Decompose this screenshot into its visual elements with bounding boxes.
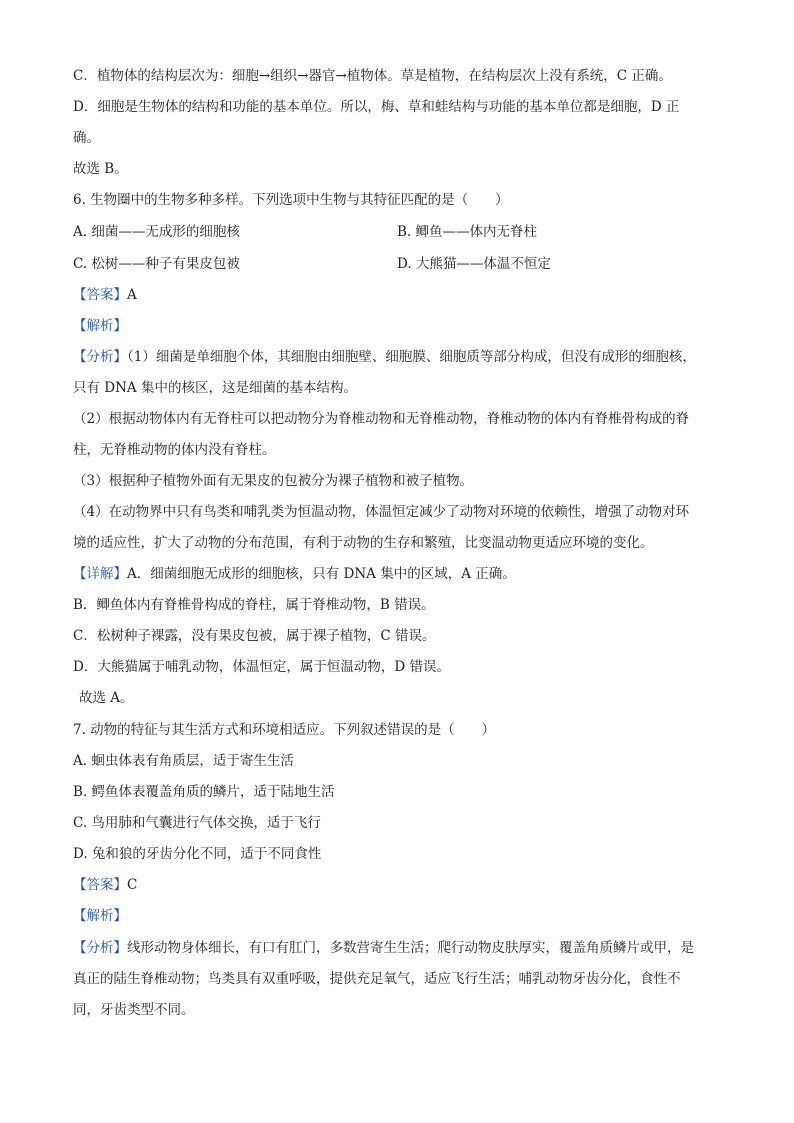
analysis-line: （4）在动物界中只有鸟类和哺乳类为恒温动物，体温恒定减少了动物对环境的依赖性，增强了动物对环 [73,504,690,520]
question-6-option-b: B. 鲫鱼——体内无脊柱 [397,224,538,240]
detail-line: C．松树种子裸露，没有果皮包被，属于裸子植物，C 错误。 [73,628,436,644]
analysis-text: （1）细菌是单细胞个体，其细胞由细胞壁、细胞膜、细胞质等部分构成，但没有成形的细胞核， [127,349,696,365]
text-line: C．植物体的结构层次为：细胞→组织→器官→植物体。草是植物，在结构层次上没有系统，C 正确。 [73,68,672,84]
answer-6-line [73,285,137,305]
question-6-option-c: C. 松树——种子有果皮包被 [73,256,240,272]
answer-7-line [73,875,137,895]
answer-tag: 【答案】 [73,287,127,303]
analysis-line: （3）根据种子植物外面有无果皮的包被分为裸子植物和被子植物。 [73,473,474,489]
answer-value: C [127,877,138,893]
answer-tag: 【答案】 [73,877,127,893]
text-line: 确。 [73,130,100,146]
xiangjie-tag: 【详解】 [73,566,127,582]
analysis-line: 真正的陆生脊椎动物；鸟类具有双重呼吸，提供充足氧气，适应飞行生活；哺乳动物牙齿分化，食性不 [73,971,681,987]
detail-text: A．细菌细胞无成形的细胞核，只有 DNA 集中的区域，A 正确。 [127,566,516,582]
analysis-line: （2）根据动物体内有无脊柱可以把动物分为脊椎动物和无脊椎动物，脊椎动物的体内有脊椎骨构成的脊 [73,411,690,427]
detail-line: 故选 A。 [79,690,134,706]
analysis-line: 只有 DNA 集中的核区，这是细菌的基本结构。 [73,380,357,396]
question-6-stem: 6. 生物圈中的生物多种多样。下列选项中生物与其特征匹配的是（ ） [73,192,509,208]
analysis-line [73,347,696,367]
fenxi-tag: 【分析】 [73,349,127,365]
fenxi-tag: 【分析】 [73,940,127,956]
answer-value: A [127,287,137,303]
question-7-option-b: B. 鳄鱼体表覆盖角质的鳞片，适于陆地生活 [73,784,335,800]
analysis-line: 同，牙齿类型不同。 [73,1002,195,1018]
question-7-option-d: D. 兔和狼的牙齿分化不同，适于不同食性 [73,846,322,862]
question-7-option-a: A. 蛔虫体表有角质层，适于寄生生活 [73,753,294,769]
analysis-line: 境的适应性，扩大了动物的分布范围，有利于动物的生存和繁殖，比变温动物更适应环境的变化。 [73,535,654,551]
question-7-option-c: C. 鸟用肺和气囊进行气体交换，适于飞行 [73,815,321,831]
detail-line: D．大熊猫属于哺乳动物，体温恒定，属于恒温动物，D 错误。 [73,659,450,675]
analysis-text: 线形动物身体细长，有口有肛门，多数营寄生生活；爬行动物皮肤厚实，覆盖角质鳞片或甲，是 [127,940,694,956]
detail-line: B．鲫鱼体内有脊椎骨构成的脊柱，属于脊椎动物，B 错误。 [73,597,435,613]
question-6-option-d: D. 大熊猫——体温不恒定 [397,256,551,272]
analysis-tag: 【解析】 [73,908,127,924]
analysis-tag: 【解析】 [73,318,127,334]
text-line: 故选 B。 [73,161,128,177]
analysis-line [73,938,694,958]
question-6-option-a: A. 细菌——无成形的细胞核 [73,224,240,240]
question-7-stem: 7. 动物的特征与其生活方式和环境相适应。下列叙述错误的是（ ） [73,722,496,738]
analysis-line: 柱，无脊椎动物的体内没有脊柱。 [73,442,276,458]
text-line: D．细胞是生物体的结构和功能的基本单位。所以，梅、草和蛙结构与功能的基本单位都是细胞，D 正 [73,99,680,115]
detail-line [73,564,516,584]
